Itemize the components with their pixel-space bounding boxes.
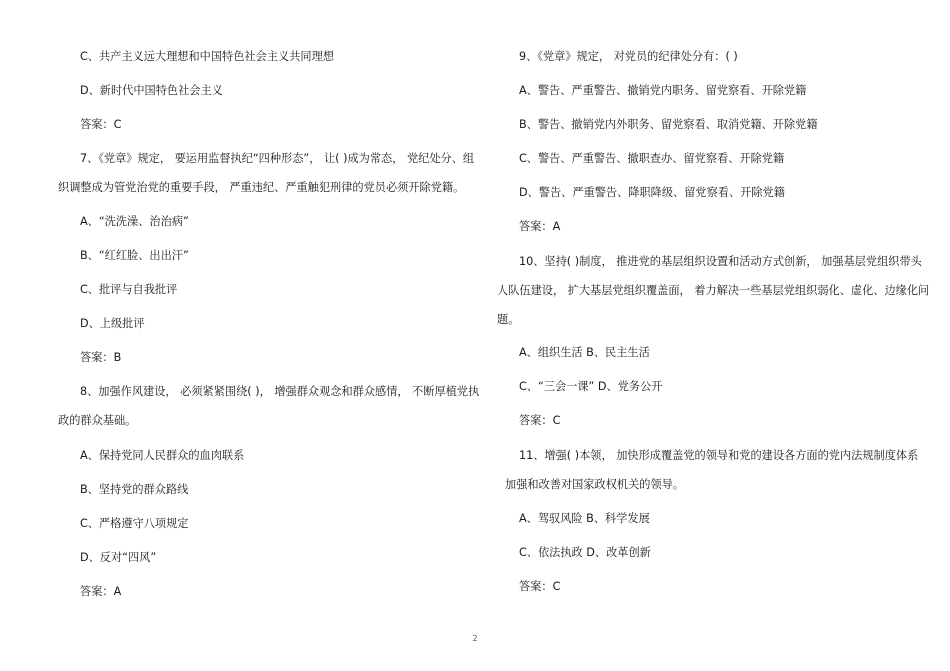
option-line: B、警告、撤销党内外职务、留党察看、取消党籍、开除党籍	[519, 118, 818, 131]
option-line: A、组织生活 B、民主生活	[519, 346, 650, 359]
answer-line: 答案：C	[519, 414, 561, 427]
option-line: A、警告、严重警告、撤销党内职务、留党察看、开除党籍	[519, 84, 807, 97]
option-line: B、坚持党的群众路线	[80, 483, 189, 496]
question-line: 加强和改善对国家政权机关的领导。	[505, 478, 685, 491]
option-line: D、警告、严重警告、降职降级、留党察看、开除党籍	[519, 186, 785, 199]
option-line: C、批评与自我批评	[80, 283, 178, 296]
question-line: 7、《党章》规定， 要运用监督执纪“四种形态”， 让( )成为常态， 党纪处分、组	[80, 152, 475, 165]
option-line: A、“洗洗澡、治治病”	[80, 215, 189, 228]
answer-line: 答案：A	[519, 220, 561, 233]
option-line: A、驾驭风险 B、科学发展	[519, 512, 650, 525]
answer-line: 答案：C	[80, 118, 122, 131]
question-line: 政的群众基础。	[58, 414, 137, 427]
option-line: D、反对“四风”	[80, 551, 157, 564]
question-line: 题。	[497, 313, 520, 326]
answer-line: 答案：C	[519, 580, 561, 593]
option-line: A、保持党同人民群众的血肉联系	[80, 449, 245, 462]
option-line: C、依法执政 D、改革创新	[519, 546, 651, 559]
option-line: C、警告、严重警告、撤职查办、留党察看、开除党籍	[519, 152, 785, 165]
option-line: C、严格遵守八项规定	[80, 517, 189, 530]
question-line: 10、坚持( )制度， 推进党的基层组织设置和活动方式创新， 加强基层党组织带头	[519, 255, 922, 268]
answer-line: 答案：B	[80, 351, 122, 364]
question-line: 11、增强( )本领， 加快形成覆盖党的领导和党的建设各方面的党内法规制度体系	[519, 449, 919, 462]
answer-line: 答案：A	[80, 585, 122, 598]
question-line: 织调整成为管党治党的重要手段， 严重违纪、严重触犯刑律的党员必须开除党籍。	[58, 181, 465, 194]
option-line: C、共产主义远大理想和中国特色社会主义共同理想	[80, 50, 334, 63]
option-line: B、“红红脸、出出汗”	[80, 249, 189, 262]
question-line: 人队伍建设， 扩大基层党组织覆盖面， 着力解决一些基层党组织弱化、虚化、边缘化问	[497, 284, 930, 297]
page-number: 2	[472, 634, 478, 643]
option-line: D、上级批评	[80, 317, 145, 330]
option-line: C、“三会一课” D、党务公开	[519, 380, 663, 393]
question-line: 9、《党章》规定， 对党员的纪律处分有：( )	[519, 50, 738, 63]
option-line: D、新时代中国特色社会主义	[80, 84, 223, 97]
question-line: 8、加强作风建设， 必须紧紧围绕( )， 增强群众观念和群众感情， 不断厚植党执	[80, 385, 480, 398]
